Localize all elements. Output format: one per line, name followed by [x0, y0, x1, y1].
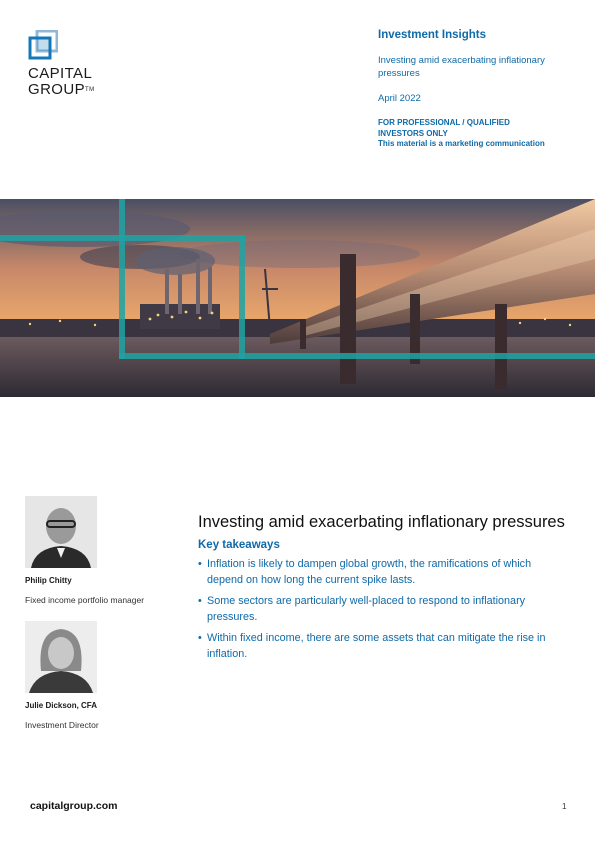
header-subtitle: Investing amid exacerbating inflationary pressures: [378, 55, 545, 79]
author-role-2: Investment Director: [25, 720, 99, 730]
bullet-glyph: •: [198, 595, 202, 607]
bullet-glyph: •: [198, 558, 202, 570]
logo-line-2: GROUP: [28, 81, 86, 98]
list-item: [198, 631, 568, 662]
capital-group-logo: [28, 30, 138, 98]
header-info: [378, 28, 578, 150]
list-item: [198, 557, 568, 588]
takeaway-text-1: Inflation is likely to dampen global growth, the ramifications of which depend on how long the current spike lasts.: [207, 558, 532, 586]
series-title: Investment Insights: [378, 29, 486, 41]
takeaway-text-3: Within fixed income, there are some assets that can mitigate the rise in inflation.: [207, 632, 546, 660]
key-takeaways-list: [198, 557, 568, 662]
author-photo-2: [25, 621, 97, 693]
bullet-glyph: •: [198, 632, 202, 644]
author-card-1: [25, 496, 185, 605]
notice-line-2: INVESTORS ONLY: [378, 128, 448, 138]
author-photo-1: [25, 496, 97, 568]
key-takeaways-heading: Key takeaways: [198, 539, 280, 551]
page-number: 1: [562, 802, 567, 811]
author-card-2: [25, 621, 185, 730]
author-name-1: Philip Chitty: [25, 576, 72, 585]
logo-wordmark: [28, 66, 138, 98]
audience-notice: [378, 118, 578, 150]
article-title: Investing amid exacerbating inflationary pressures: [198, 513, 565, 531]
logo-trademark: TM: [85, 87, 95, 93]
logo-mark-icon: [28, 30, 58, 60]
footer-website-link[interactable]: capitalgroup.com: [30, 800, 118, 812]
author-role-1: Fixed income portfolio manager: [25, 595, 145, 605]
article-intro: [198, 512, 568, 668]
author-name-2: Julie Dickson, CFA: [25, 701, 98, 710]
notice-line-3: This material is a marketing communication: [378, 139, 545, 148]
list-item: [198, 594, 568, 625]
publication-date: April 2022: [378, 93, 421, 104]
hero-image-pipeline: [0, 199, 595, 397]
logo-line-1: CAPITAL: [28, 65, 93, 82]
takeaway-text-2: Some sectors are particularly well-placed to respond to inflationary pressures.: [207, 595, 526, 623]
notice-line-1: FOR PROFESSIONAL / QUALIFIED: [378, 118, 510, 127]
